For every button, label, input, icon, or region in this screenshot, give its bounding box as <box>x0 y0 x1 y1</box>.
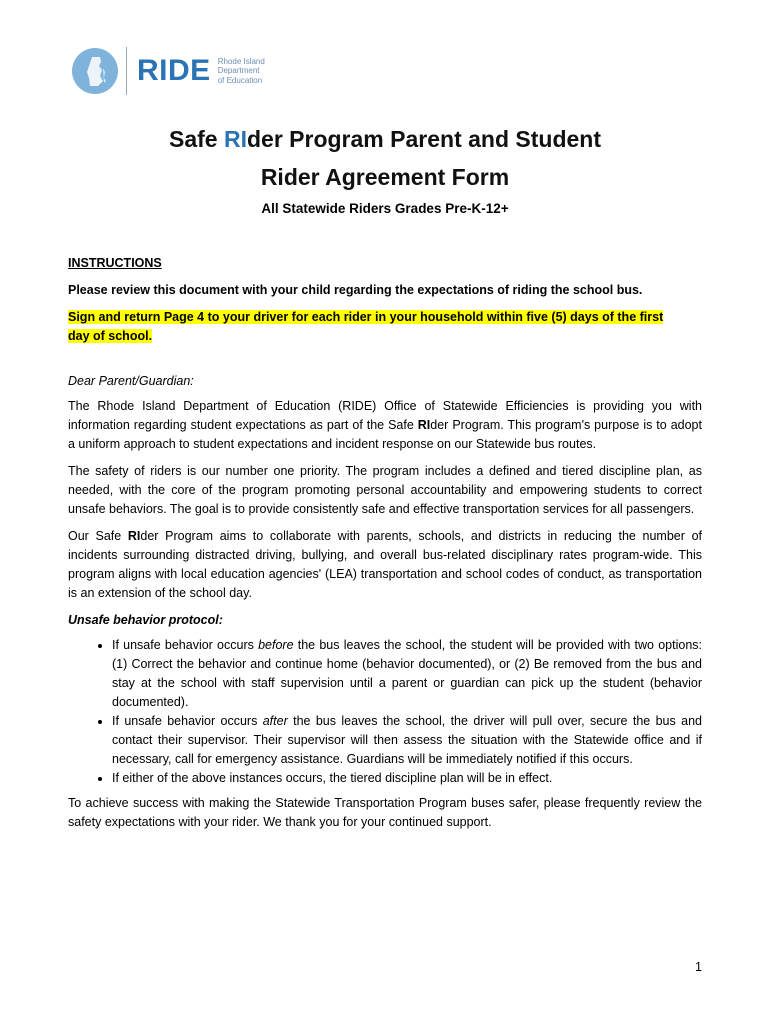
protocol-list <box>68 636 702 788</box>
document-subtitle: All Statewide Riders Grades Pre-K-12+ <box>261 201 509 216</box>
paragraph-intro: The Rhode Island Department of Education (RIDE) Office of Statewide Efficiencies is providing you with information regarding student expectations as part of the Safe RIder Program. This program's purpose is to adopt a uniform approach to student expectations and incident response on our Statewide bus routes. <box>68 399 702 451</box>
highlighted-instruction: Sign and return Page 4 to your driver for each rider in your household within five (5) days of the first day of school. <box>68 310 664 343</box>
paragraph-program: Our Safe RIder Program aims to collaborate with parents, schools, and districts in reducing the number of incidents surrounding distracted driving, bullying, and overall bus-related disciplinary rates program-wide. This program aligns with local education agencies' (LEA) transportation and school codes of conduct, as transportation is an extension of the school day. <box>68 529 703 600</box>
paragraph-safety: The safety of riders is our number one priority. The program includes a defined and tiered discipline plan, as needed, with the core of the program promoting personal accountability and empowering students to correct unsafe behaviors. The goal is to provide consistently safe and effective transportation services for all passengers. <box>68 464 702 516</box>
list-item: • If unsafe behavior occurs after the bus leaves the school, the driver will pull over, secure the bus and contact their supervisor. Their supervisor will then assess the situation with the Statewide office and if necessary, call for emergency assistance. Guardians will be immediately notified if this occurs. <box>112 712 702 769</box>
document-title: Safe RIder Program Parent and Student Rider Agreement Form <box>169 126 601 190</box>
document-body <box>68 254 702 840</box>
page-number: 1 <box>695 960 702 974</box>
list-item: • If unsafe behavior occurs before the bus leaves the school, the student will be provided with two options: (1) Correct the behavior and continue home (behavior documented), or (2) Be removed from the bus and stay at the school with staff supervision until a parent or guardian can pick up the student (behavior documented). <box>112 636 702 712</box>
logo-wordmark: RIDE <box>137 54 211 87</box>
list-item: • If either of the above instances occurs, the tiered discipline plan will be in effect. <box>112 769 702 788</box>
logo-subtext: Rhode Island Department of Education <box>217 56 265 85</box>
rhode-island-map-icon <box>72 48 118 94</box>
ride-logo <box>72 46 265 96</box>
paragraph-closing: To achieve success with making the Statewide Transportation Program buses safer, please frequently review the safety expectations with your rider. We thank you for your continued support. <box>68 796 702 829</box>
instructions-heading: INSTRUCTIONS <box>68 256 162 270</box>
instructions-line: Please review this document with your child regarding the expectations of riding the school bus. <box>68 283 643 297</box>
logo-divider <box>126 47 127 95</box>
salutation: Dear Parent/Guardian: <box>68 374 194 388</box>
protocol-heading: Unsafe behavior protocol: <box>68 613 223 627</box>
